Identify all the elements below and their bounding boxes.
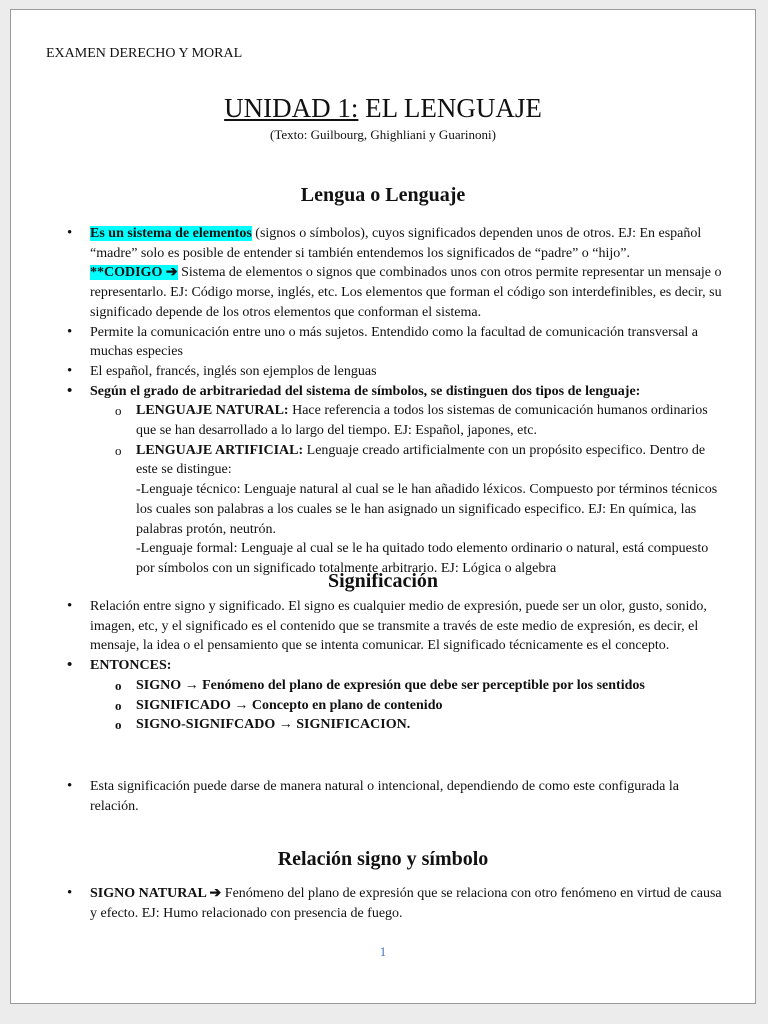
list-item-text: Sistema de elementos o signos que combinados unos con otros permite representar un mensaje o representarlo. EJ: Código morse, inglés, etc. Los elementos que forman el código son interdefinibles, es decir, su significado depende de los otros elementos que conforman el sistema. bbox=[90, 265, 722, 320]
term-label: LENGUAJE NATURAL: bbox=[136, 403, 289, 419]
list-item: • Según el grado de arbitrariedad del sistema de símbolos, se distinguen dos tipos de lenguaje: bbox=[66, 382, 726, 402]
sub-list-item bbox=[66, 441, 726, 579]
section-significacion-note bbox=[66, 777, 726, 816]
term-definition: Lenguaje creado artificialmente con un propósito especifico. Dentro de este se distingue: bbox=[136, 442, 706, 478]
list-item: • Relación entre signo y significado. El signo es cualquier medio de expresión, puede ser un olor, gusto, sonido, imagen, etc, y el significado es el contenido que se transmite a través de este medio de expresión, es decir, el mensaje, la idea o el pensamiento que se intenta comunicar. El significado técnicamente es el concepto. bbox=[66, 597, 726, 656]
section-relacion-list bbox=[66, 884, 726, 923]
title-unit: UNIDAD 1: bbox=[224, 93, 359, 123]
list-item-text: (signos o símbolos), cuyos significados dependen unos de otros. EJ: En español “madre” solo es posible de entender si también entendemos los significados de “padre” o “hijo”. bbox=[90, 226, 702, 261]
document-page bbox=[10, 9, 756, 1004]
list-item: • Esta significación puede darse de manera natural o intencional, dependiendo de como este configurada la relación. bbox=[66, 777, 726, 816]
lenguaje-formal: -Lenguaje formal: Lenguaje al cual se le ha quitado todo elemento ordinario o natural, está compuesto por símbolos con un significado totalmente arbitrario. EJ: Lógica o algebra bbox=[136, 541, 709, 576]
term-definition: Fenómeno del plano de expresión que se relaciona con otro fenómeno en virtud de causa y efecto. EJ: Humo relacionado con presencia de fuego. bbox=[90, 886, 722, 921]
list-item: • ENTONCES: bbox=[66, 656, 726, 676]
list-item bbox=[66, 224, 726, 323]
page-subtitle: (Texto: Guilbourg, Ghighliani y Guarinoni) bbox=[270, 127, 496, 142]
term-label: SIGNO NATURAL ➔ bbox=[90, 886, 222, 901]
page-title bbox=[11, 92, 755, 124]
section-lengua-list bbox=[66, 224, 726, 579]
term-definition: Hace referencia a todos los sistemas de comunicación humanos ordinarios que se han desarrollado a lo largo del tiempo. EJ: Español, japones, etc. bbox=[136, 403, 708, 439]
sub-list-item: o SIGNIFICADO → Concepto en plano de contenido bbox=[66, 696, 726, 716]
list-item: • El español, francés, inglés son ejemplos de lenguas bbox=[66, 362, 726, 382]
list-item: • Permite la comunicación entre uno o más sujetos. Entendido como la facultad de comunicación transversal a muchas especies bbox=[66, 323, 726, 362]
codigo-label: **CODIGO ➔ bbox=[90, 265, 178, 281]
section-significacion-list bbox=[66, 597, 726, 735]
page-number: 1 bbox=[379, 944, 387, 959]
lenguaje-tecnico: -Lenguaje técnico: Lenguaje natural al cual se le han añadido léxicos. Compuesto por términos técnicos los cuales son palabras a los cuales se le han asignado un significado especifico. EJ: En química, las palabras protón, neutrón. bbox=[136, 482, 718, 537]
highlighted-text: Es un sistema de elementos bbox=[90, 226, 252, 241]
sub-list-item: o SIGNO → Fenómeno del plano de expresión que debe ser perceptible por los sentidos bbox=[66, 676, 726, 696]
page-header: EXAMEN DERECHO Y MORAL bbox=[46, 46, 243, 61]
section-heading-relacion: Relación signo y símbolo bbox=[277, 848, 489, 870]
term-label: LENGUAJE ARTIFICIAL: bbox=[136, 442, 304, 458]
sub-list-item: o SIGNO-SIGNIFCADO → SIGNIFICACION. bbox=[66, 715, 726, 735]
list-item bbox=[66, 884, 726, 923]
sub-list-item bbox=[66, 401, 726, 440]
title-topic: EL LENGUAJE bbox=[358, 93, 542, 123]
section-heading-lengua: Lengua o Lenguaje bbox=[300, 184, 466, 206]
section-heading-significacion: Significación bbox=[327, 570, 438, 592]
